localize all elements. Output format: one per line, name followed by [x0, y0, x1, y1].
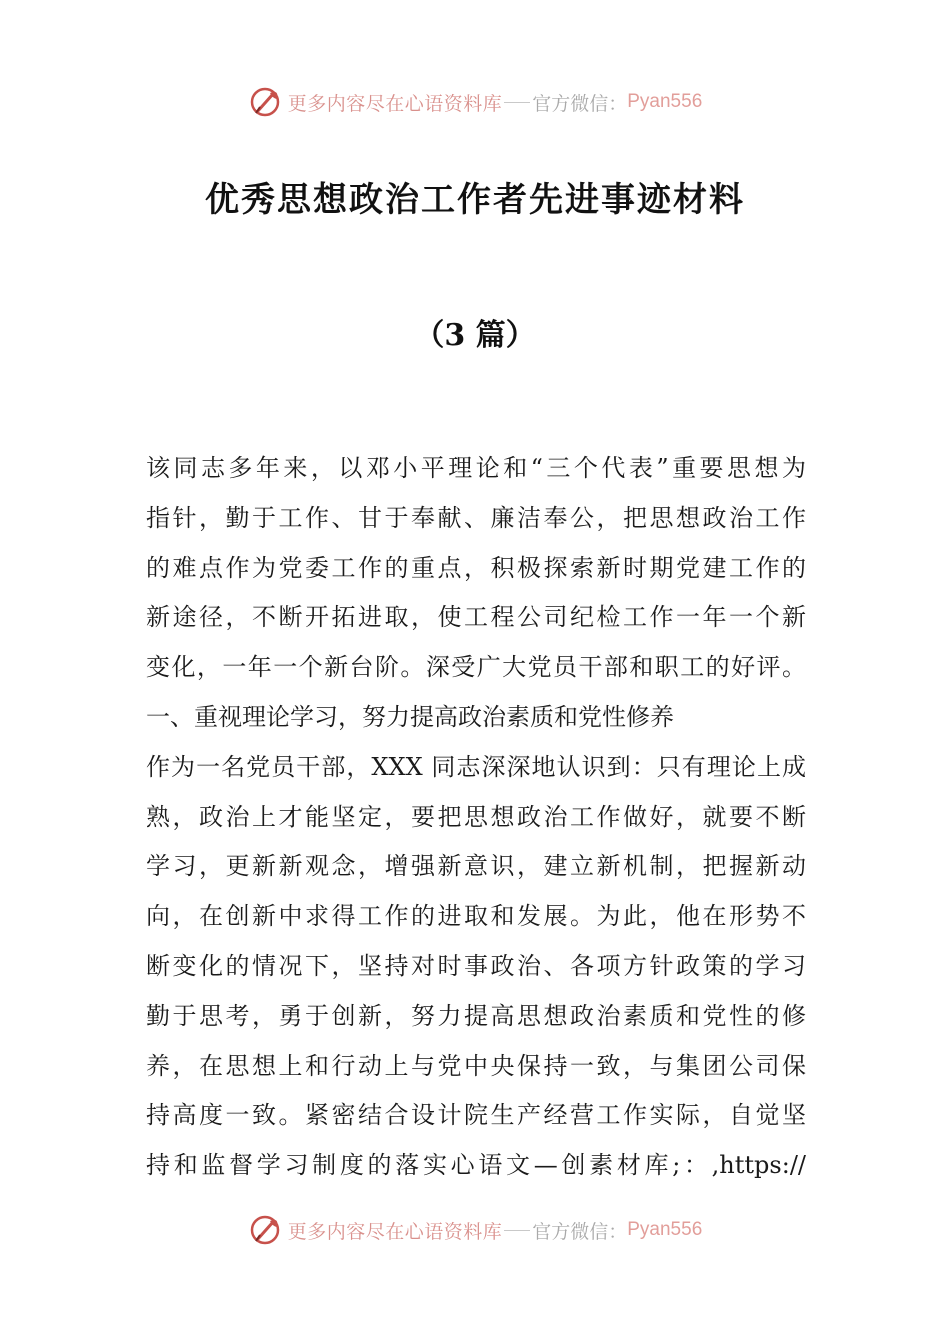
- body-line: 变化，一年一个新台阶。深受广大党员干部和职工的好评。: [146, 653, 806, 682]
- watermark-id: Pyan556: [627, 1219, 703, 1240]
- body-line: 学习，更新新观念，增强新意识，建立新机制，把握新动: [146, 852, 806, 881]
- quill-pen-logo-icon: [248, 1213, 282, 1247]
- body-line: 断变化的情况下，坚持对时事政治、各项方针政策的学习: [146, 951, 806, 980]
- watermark-id: Pyan556: [627, 91, 703, 112]
- watermark-text: 更多内容尽在心语资料库: [287, 1220, 503, 1243]
- body-line: 熟，政治上才能坚定，要把思想政治工作做好，就要不断: [146, 802, 806, 831]
- body-line: 持和监督学习制度的落实心语文—创素材库;：,https://: [146, 1151, 806, 1180]
- watermark-dash: [504, 1230, 530, 1231]
- body-line: 勤于思考，勇于创新，努力提高思想政治素质和党性的修: [146, 1001, 806, 1030]
- quill-pen-logo-icon: [248, 85, 282, 119]
- body-line: 养，在思想上和行动上与党中央保持一致，与集团公司保: [146, 1051, 806, 1080]
- document-subtitle: （3 篇）: [414, 318, 536, 353]
- watermark-official: 官方微信：: [532, 92, 628, 115]
- body-line: 指针，勤于工作、甘于奉献、廉洁奉公，把思想政治工作: [146, 503, 806, 532]
- body-line: 作为一名党员干部，XXX 同志深深地认识到：只有理论上成: [146, 752, 806, 781]
- watermark-official: 官方微信：: [532, 1220, 628, 1243]
- watermark-text: 更多内容尽在心语资料库: [287, 92, 503, 115]
- body-line: 新途径，不断开拓进取，使工程公司纪检工作一年一个新: [146, 603, 806, 632]
- header-watermark: [0, 82, 950, 122]
- watermark-dash: [504, 102, 530, 103]
- body-line: 持高度一致。紧密结合设计院生产经营工作实际，自觉坚: [146, 1101, 806, 1130]
- body-line: 向，在创新中求得工作的进取和发展。为此，他在形势不: [146, 902, 806, 931]
- body-line: 该同志多年来，以邓小平理论和“三个代表”重要思想为: [146, 454, 806, 482]
- document-title: 优秀思想政治工作者先进事迹材料: [205, 180, 745, 220]
- body-text: [146, 444, 806, 1191]
- section-heading: 一、重视理论学习，努力提高政治素质和党性修养: [146, 702, 674, 731]
- body-line: 的难点作为党委工作的重点，积极探索新时期党建工作的: [146, 553, 806, 582]
- footer-watermark: [0, 1210, 950, 1250]
